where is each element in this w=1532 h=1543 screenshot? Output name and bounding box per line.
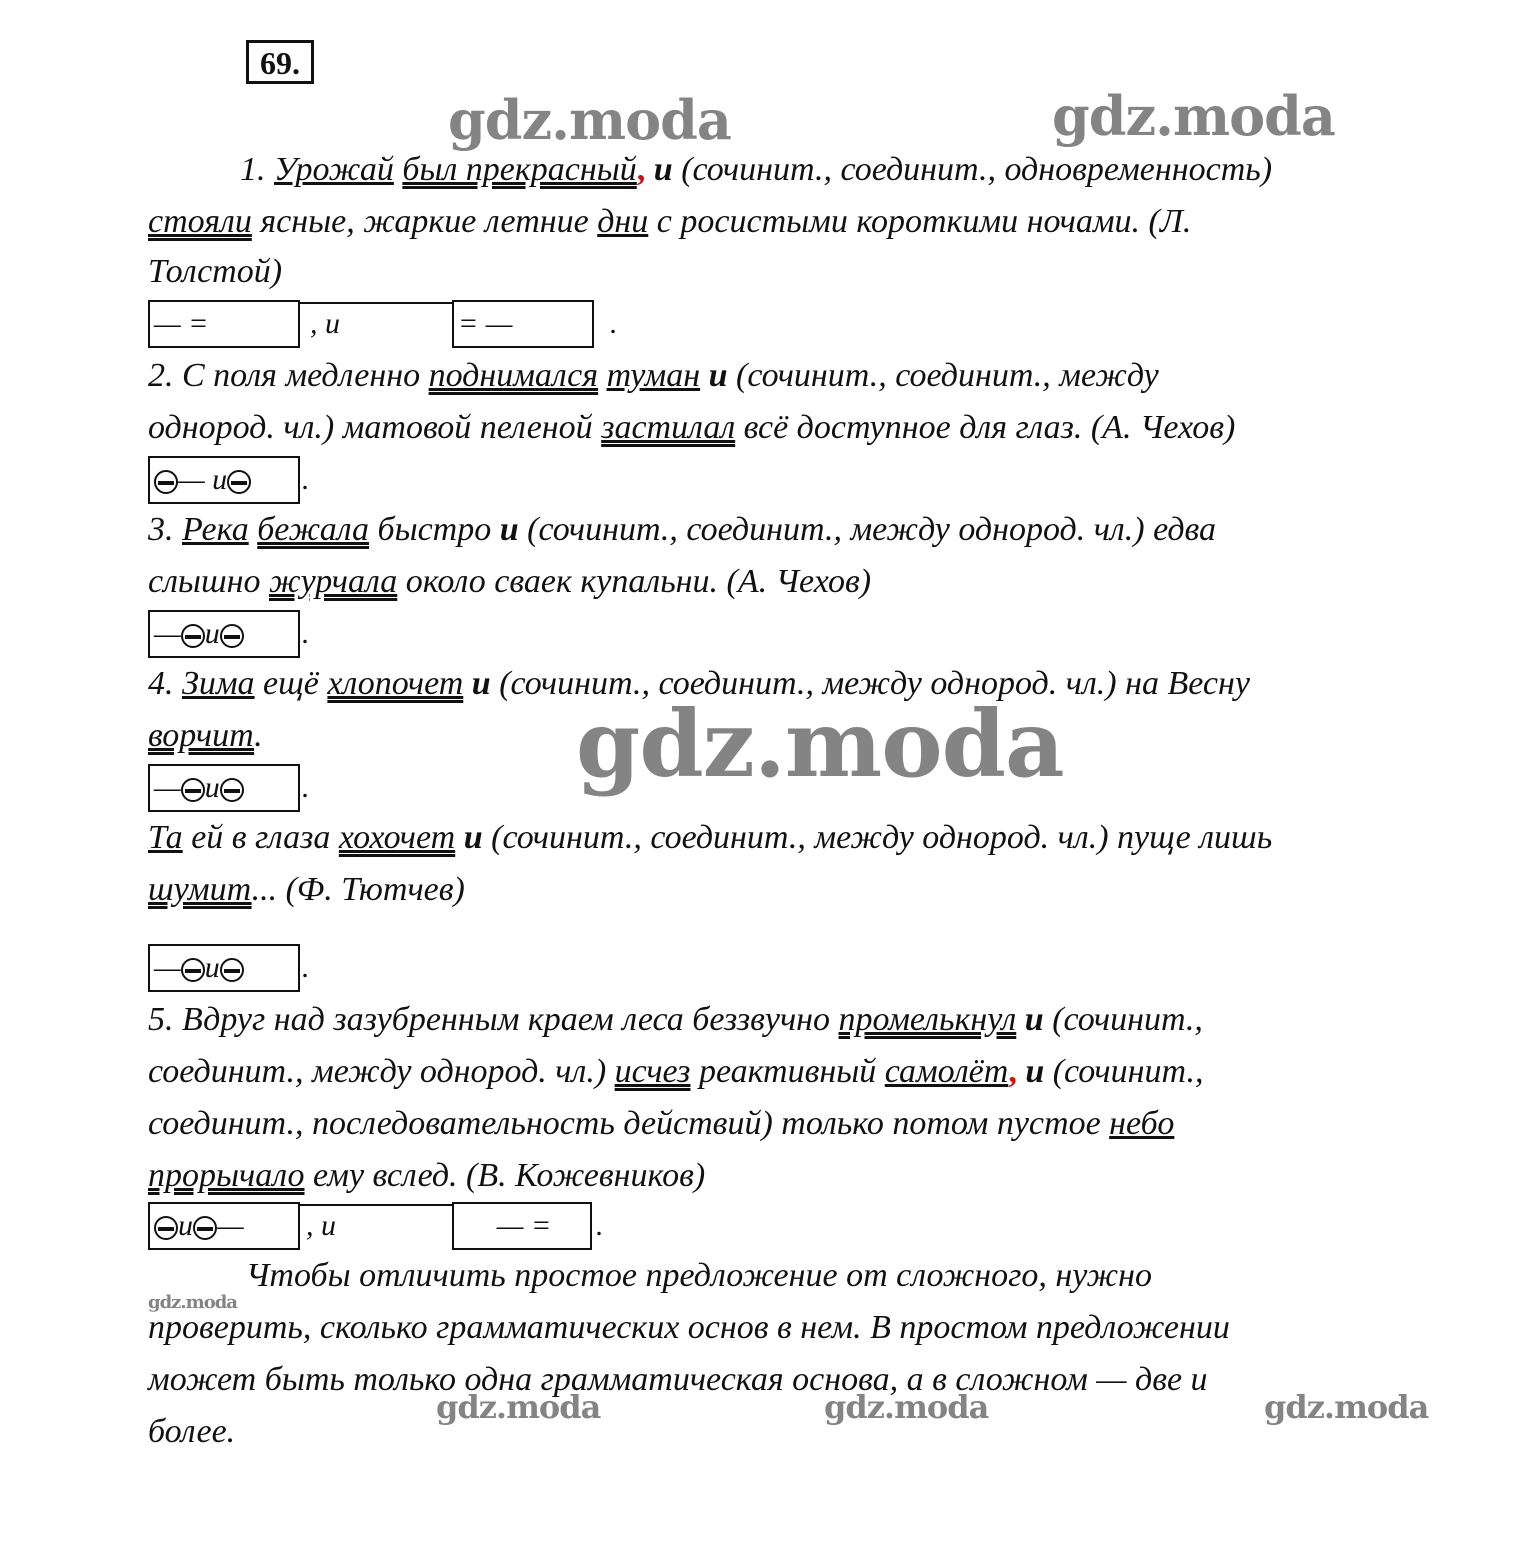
- watermark: gdz.moda: [448, 88, 731, 152]
- watermark: gdz.moda: [148, 1292, 237, 1313]
- predicate-symbol: [154, 470, 178, 494]
- note-line-2: проверить, сколько грамматических основ в нем. В простом предложении: [148, 1309, 1230, 1346]
- predicate-symbol: [220, 778, 244, 802]
- scheme-end: .: [302, 951, 310, 984]
- sentence-2-line-1: 2. С поля медленно поднимался туман и (сочинит., соединит., между: [148, 357, 1159, 394]
- note-line-3: может быть только одна грамматическая основа, а в сложном — две и: [148, 1361, 1208, 1398]
- scheme-box: — и: [148, 610, 300, 658]
- scheme-box: — =: [148, 300, 300, 348]
- scheme-conjunction: , и: [306, 1209, 336, 1242]
- watermark: gdz.moda: [1052, 84, 1335, 148]
- sentence-1-line-2: стояли ясные, жаркие летние дни с росистыми короткими ночами. (Л.: [148, 203, 1192, 240]
- sentence-4b-line-2: шумит... (Ф. Тютчев): [148, 871, 465, 908]
- scheme-end: .: [596, 1209, 604, 1242]
- predicate-symbol: [193, 1216, 217, 1240]
- predicate-symbol: [181, 778, 205, 802]
- predicate-symbol: [220, 624, 244, 648]
- sentence-5-line-1: 5. Вдруг над зазубренным краем леса беззвучно промелькнул и (сочинит.,: [148, 1001, 1203, 1038]
- watermark: gdz.moda: [436, 1388, 601, 1426]
- watermark: gdz.moda: [1264, 1388, 1429, 1426]
- predicate-symbol: [154, 1216, 178, 1240]
- sentence-3-line-2: слышно журчала около сваек купальни. (А. Чехов): [148, 563, 872, 600]
- scheme-box: — и: [148, 456, 300, 504]
- sentence-4b-line-1: Та ей в глаза хохочет и (сочинит., соединит., между однород. чл.) пуще лишь: [148, 819, 1273, 856]
- scheme-box: и —: [148, 1202, 300, 1250]
- scheme-end: .: [302, 617, 310, 650]
- sentence-5-line-2: соединит., между однород. чл.) исчез реактивный самолёт, и (сочинит.,: [148, 1053, 1204, 1090]
- scheme-box: — и: [148, 944, 300, 992]
- scheme-end: .: [302, 771, 310, 804]
- sentence-4-line-1: 4. Зима ещё хлопочет и (сочинит., соединит., между однород. чл.) на Весну: [148, 665, 1250, 702]
- sentence-5-line-4: прорычало ему вслед. (В. Кожевников): [148, 1157, 706, 1194]
- watermark: gdz.moda: [576, 690, 1064, 798]
- sentence-3-line-1: 3. Река бежала быстро и (сочинит., соединит., между однород. чл.) едва: [148, 511, 1217, 548]
- note-line-1: Чтобы отличить простое предложение от сложного, нужно: [246, 1257, 1152, 1294]
- scheme-box: — и: [148, 764, 300, 812]
- predicate-symbol: [181, 958, 205, 982]
- sentence-1-line-1: 1. Урожай был прекрасный, и (сочинит., соединит., одновременность): [240, 151, 1273, 188]
- note-line-4: более.: [148, 1413, 236, 1450]
- sentence-4-line-2: ворчит.: [148, 717, 263, 754]
- watermark: gdz.moda: [824, 1388, 989, 1426]
- scheme-end: .: [302, 463, 310, 496]
- sentence-2-line-2: однород. чл.) матовой пеленой застилал всё доступное для глаз. (А. Чехов): [148, 409, 1236, 446]
- scheme-box: — =: [452, 1202, 592, 1250]
- scheme-end: .: [610, 307, 618, 340]
- predicate-symbol: [220, 958, 244, 982]
- scheme-conjunction: , и: [310, 307, 340, 340]
- sentence-1-line-3: Толстой): [148, 253, 283, 290]
- predicate-symbol: [227, 470, 251, 494]
- predicate-symbol: [181, 624, 205, 648]
- task-number: 69.: [246, 40, 314, 84]
- sentence-5-line-3: соединит., последовательность действий) только потом пустое небо: [148, 1105, 1175, 1142]
- scheme-box: = —: [452, 300, 594, 348]
